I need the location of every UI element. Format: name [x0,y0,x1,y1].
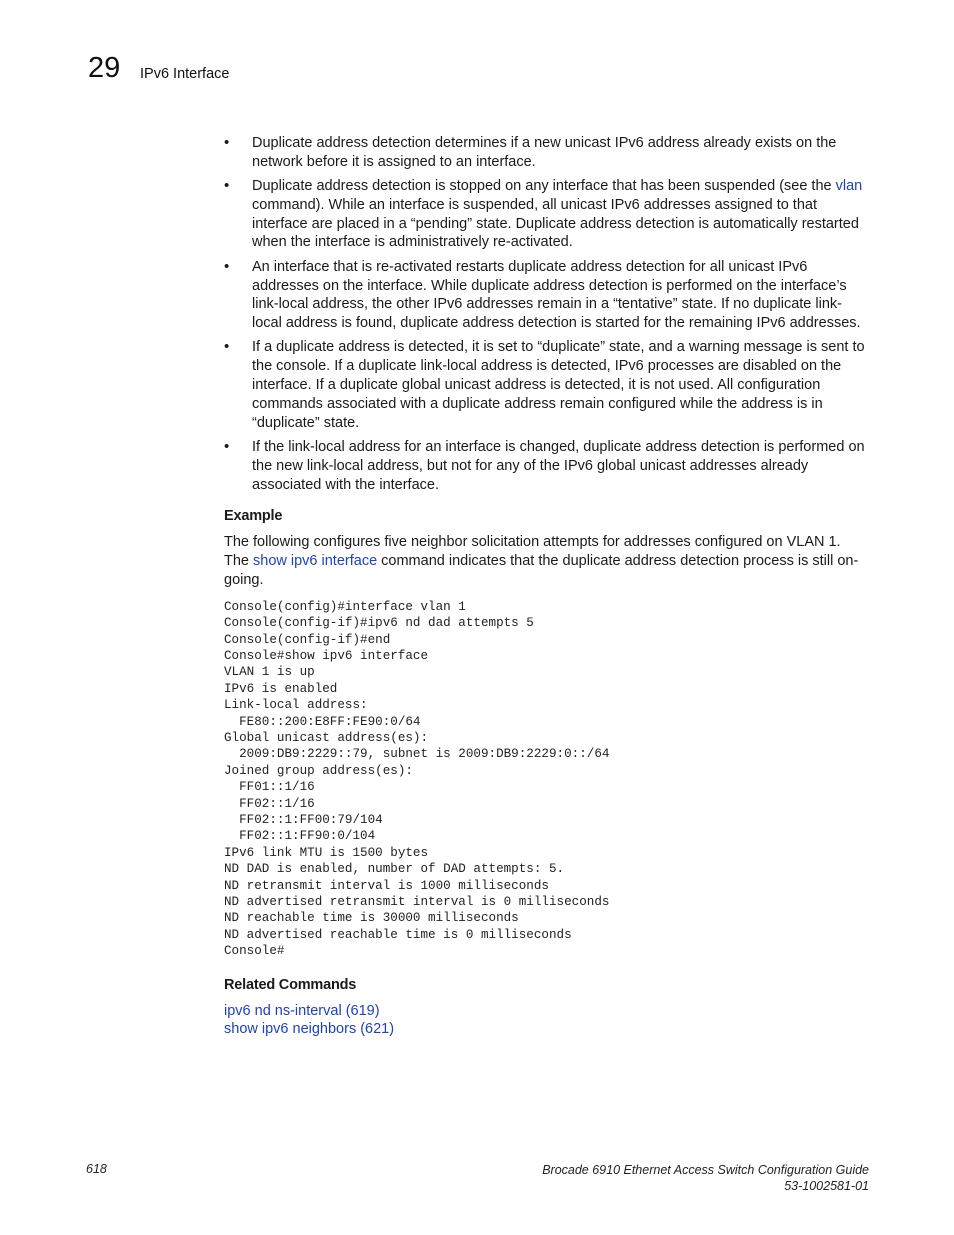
chapter-title: IPv6 Interface [140,66,230,82]
paragraph-text: The following configures five neighbor solicitation attempts for addresses configured on VLAN 1. The [224,534,841,570]
bullet-text: command). While an interface is suspended, all unicast IPv6 addresses assigned to that interface are placed in a “pending” state. Duplicate address detection is automatically restarted when the interface is administratively re-activated. [252,196,859,251]
doc-title: Brocade 6910 Ethernet Access Switch Configuration Guide [542,1163,869,1177]
bullet-text: Duplicate address detection determines if a new unicast IPv6 address already exists on the network before it is assigned to an interface. [252,135,837,170]
show-ipv6-interface-link[interactable]: show ipv6 interface [253,553,378,570]
related-commands-heading: Related Commands [224,976,357,993]
bullet-item [224,258,869,333]
bullet-text: If the link-local address for an interface is changed, duplicate address detection is performed on the new link-local address, but not for any of the IPv6 global unicast addresses already associated with the interface. [252,438,865,493]
example-paragraph [224,533,869,589]
bullet-item [224,438,869,494]
paragraph-text: command indicates that the duplicate address detection process is still on-going. [224,553,859,588]
chapter-number: 29 [88,52,121,84]
vlan-link[interactable]: vlan [835,178,863,195]
page-body [224,134,869,1039]
related-link-show-ipv6-neighbors[interactable]: show ipv6 neighbors (621) [224,1021,395,1038]
related-commands-list [224,1002,869,1040]
related-link-ipv6-nd-ns-interval[interactable]: ipv6 nd ns-interval (619) [224,1002,380,1019]
bullet-list [224,134,869,494]
bullet-text: If a duplicate address is detected, it is set to “duplicate” state, and a warning message is sent to the console. If a duplicate link-local address is detected, IPv6 processes are disabled on the interface. If a duplicate global unicast address is detected, it is not used. All configuration commands associated with a duplicate address remain configured while the address is in “duplicate” state. [252,339,865,431]
example-heading: Example [224,508,283,525]
bullet-text: Duplicate address detection is stopped on any interface that has been suspended (see the [252,178,836,195]
bullet-item [224,134,869,172]
footer-doc-info [542,1162,869,1194]
code-example: Console(config)#interface vlan 1 Console(config-if)#ipv6 nd dad attempts 5 Console(config-if)#end Console#show ipv6 interface VLAN 1 is up IPv6 is enabled Link-local address: FE80::200:E8FF:FE90:0/64 Global unicast address(es): 2009:DB9:2229::79, subnet is 2009:DB9:2229:0::/64 Joined group address(es): FF01::1/16 FF02::1/16 FF02::1:FF00:79/104 FF02::1:FF90:0/104 IPv6 link MTU is 1500 bytes ND DAD is enabled, number of DAD attempts: 5. ND retransmit interval is 1000 milliseconds ND advertised retransmit interval is 0 milliseconds ND reachable time is 30000 milliseconds ND advertised reachable time is 0 milliseconds Console# [224,599,610,959]
bullet-text: An interface that is re-activated restarts duplicate address detection for all unicast IPv6 addresses on the interface. While duplicate address detection is performed on the interface’s link-local address, the other IPv6 addresses remain in a “tentative” state. If no duplicate link-local address is found, duplicate address detection is started for the remaining IPv6 addresses. [252,258,861,332]
doc-id: 53-1002581-01 [784,1179,869,1193]
bullet-item [224,338,869,432]
bullet-item [224,177,869,252]
page-number: 618 [86,1162,107,1176]
